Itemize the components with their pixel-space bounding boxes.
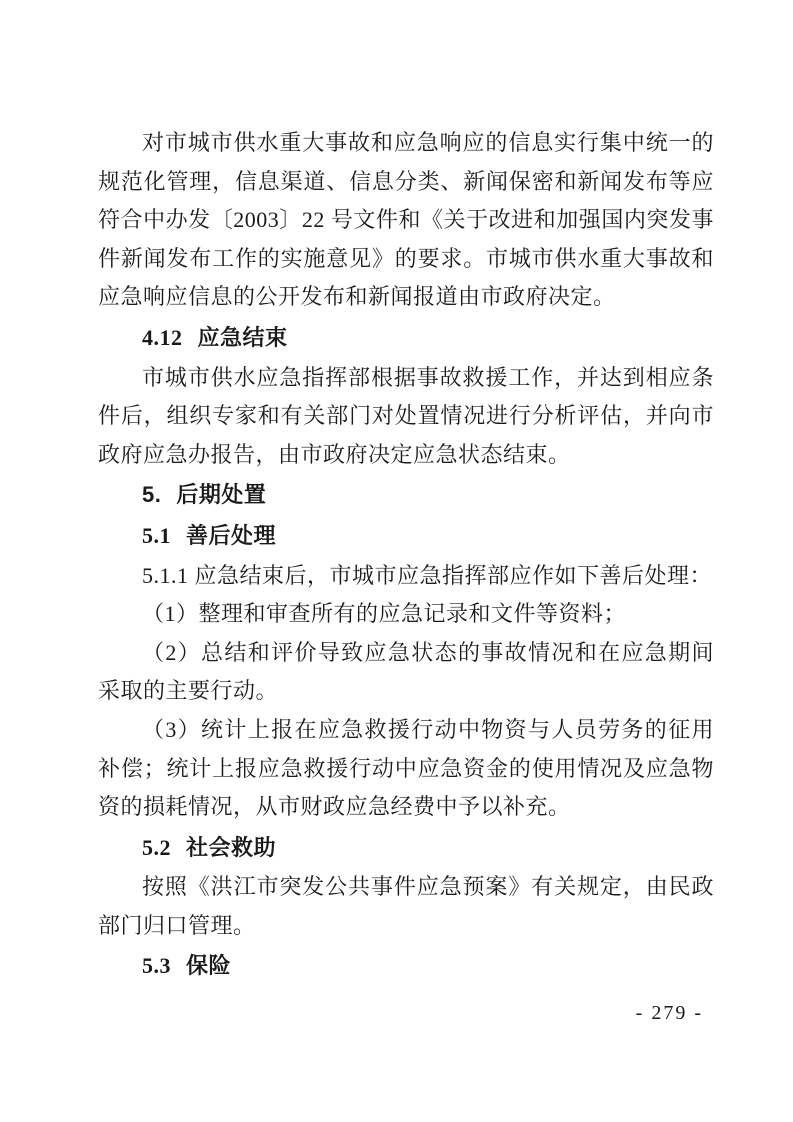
heading-4-12-emergency-end xyxy=(98,319,714,358)
heading-title: 保险 xyxy=(186,953,232,979)
paragraph-5-1-1-intro: 5.1.1 应急结束后，市城市应急指挥部应作如下善后处理： xyxy=(142,562,713,588)
heading-5-3-insurance xyxy=(98,947,714,986)
heading-title: 社会救助 xyxy=(186,834,277,860)
heading-number: 5.1 xyxy=(142,522,171,548)
heading-title: 后期处置 xyxy=(176,482,267,508)
paragraph-emergency-end-body: 市城市供水应急指挥部根据事故救援工作，并达到相应条件后，组织专家和有关部门对处置情况进行分析评估，并向市政府应急办报告，由市政府决定应急状态结束。 xyxy=(98,364,714,467)
heading-5-1-aftermath xyxy=(98,517,714,556)
list-item-1: （1）整理和审查所有的应急记录和文件等资料； xyxy=(142,601,627,627)
list-item-3: （3）统计上报在应急救援行动中物资与人员劳务的征用补偿；统计上报应急救援行动中应急资金的使用情况及应急物资的损耗情况，从市财政应急经费中予以补充。 xyxy=(98,716,714,820)
heading-number: 5.3 xyxy=(142,953,171,979)
heading-5-2-social-assistance xyxy=(98,829,714,868)
page-number: - 279 - xyxy=(635,1002,703,1024)
heading-5-post-disposal xyxy=(98,476,714,515)
list-item-2: （2）总结和评价导致应急状态的事故情况和在应急期间采取的主要行动。 xyxy=(98,639,714,704)
heading-number: 4.12 xyxy=(142,324,183,350)
heading-title: 应急结束 xyxy=(197,324,288,350)
document-content xyxy=(98,124,714,987)
heading-number: 5.2 xyxy=(142,834,171,860)
heading-title: 善后处理 xyxy=(186,522,277,548)
heading-number: 5. xyxy=(142,482,162,508)
paragraph-info-management: 对市城市供水重大事故和应急响应的信息实行集中统一的规范化管理，信息渠道、信息分类、新闻保密和新闻发布等应符合中办发〔2003〕22 号文件和《关于改进和加强国内突发事件新闻发布工作的实施意见》的要求。市城市供水重大事故和应急响应信息的公开发布和新闻报道由市政府决定。 xyxy=(98,130,714,310)
paragraph-social-assistance-body: 按照《洪江市突发公共事件应急预案》有关规定，由民政部门归口管理。 xyxy=(98,874,714,938)
